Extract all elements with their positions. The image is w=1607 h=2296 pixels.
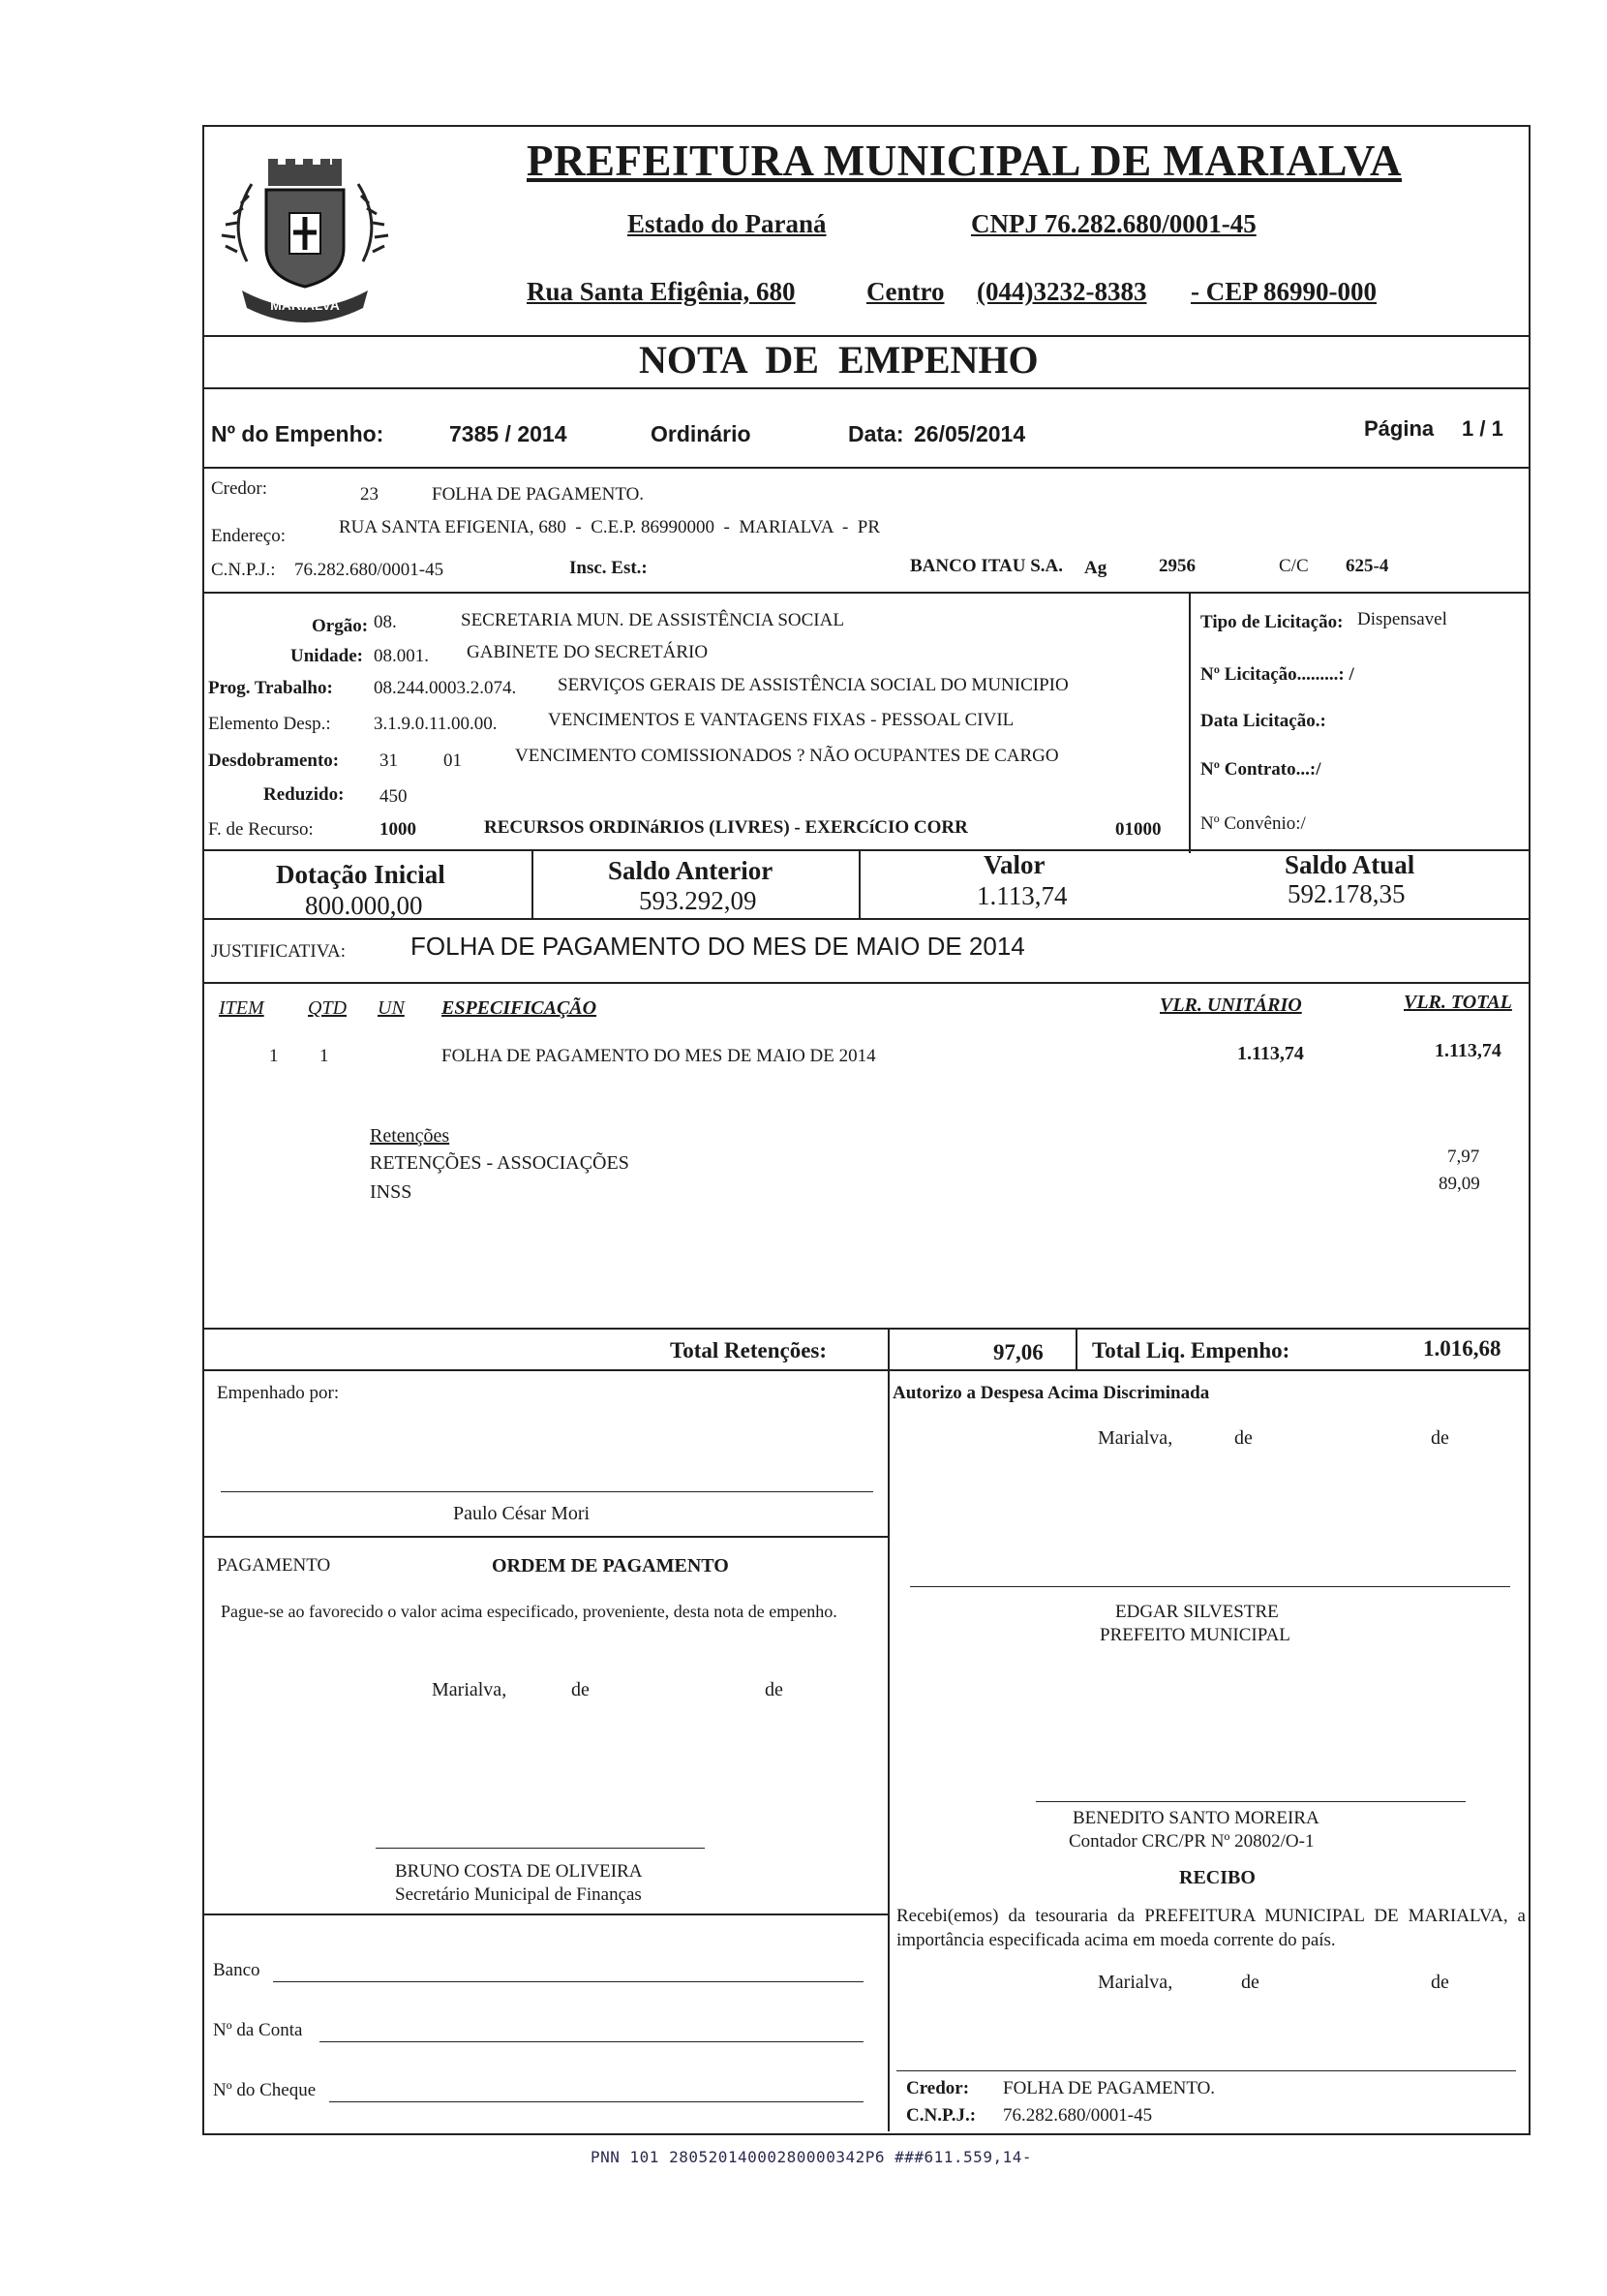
coat-of-arms-logo (208, 145, 402, 339)
contador-nome: BENEDITO SANTO MOREIRA (1073, 1808, 1319, 1828)
cheque-label: Nº do Cheque (213, 2080, 317, 2100)
saldo-atual-value: 592.178,35 (1288, 879, 1406, 908)
elemento-label: Elemento Desp.: (208, 714, 331, 734)
retencao-associacoes-value: 7,97 (1447, 1147, 1480, 1167)
total-retencoes-value: 97,06 (993, 1340, 1044, 1364)
empenho-label: Nº do Empenho: (211, 421, 384, 446)
desdobramento-label: Desdobramento: (208, 750, 340, 771)
saldo-anterior-label: Saldo Anterior (608, 856, 773, 885)
prog-name: SERVIÇOS GERAIS DE ASSISTÊNCIA SOCIAL DO MUNICIPIO (558, 675, 1069, 695)
valor-value: 1.113,74 (977, 881, 1068, 910)
col-item: ITEM (219, 997, 264, 1019)
prefeito-nome: EDGAR SILVESTRE (1115, 1602, 1279, 1622)
col-especificacao: ESPECIFICAÇÃO (441, 997, 597, 1019)
district-header: Centro (866, 277, 945, 306)
item-number: 1 (269, 1046, 279, 1066)
page-label: Página (1364, 416, 1435, 441)
dotacao-value: 800.000,00 (305, 891, 423, 920)
desdobramento-name: VENCIMENTO COMISSIONADOS ? NÃO OCUPANTES DE CARGO (515, 746, 1059, 766)
justificativa-label: JUSTIFICATIVA: (211, 941, 347, 962)
empenho-number: 7385 / 2014 (449, 421, 567, 446)
recurso-code: 1000 (379, 819, 416, 840)
svg-text:MARIALVA: MARIALVA (270, 297, 340, 313)
credor-label: Credor: (211, 478, 268, 499)
empenhado-por-label: Empenhado por: (217, 1383, 340, 1403)
prefeitura-title: PREFEITURA MUNICIPAL DE MARIALVA (527, 137, 1403, 185)
empenhado-por-nome: Paulo César Mori (453, 1503, 591, 1524)
orgao-code: 08. (374, 612, 397, 632)
total-liquido-value: 1.016,68 (1423, 1336, 1501, 1361)
data-licitacao: Data Licitação.: (1200, 711, 1326, 731)
empenho-date: 26/05/2014 (914, 421, 1026, 446)
ordem-pagamento-text: Pague-se ao favorecido o valor acima especificado, proveniente, desta nota de empenho. (221, 1602, 837, 1621)
recibo-credor: FOLHA DE PAGAMENTO. (1003, 2078, 1216, 2098)
unidade-name: GABINETE DO SECRETÁRIO (467, 642, 709, 662)
agency-number: 2956 (1159, 556, 1196, 576)
address-header: Rua Santa Efigênia, 680 (527, 277, 796, 306)
empenho-type: Ordinário (651, 421, 751, 446)
cep-header: - CEP 86990-000 (1191, 277, 1377, 306)
bank-name: BANCO ITAU S.A. (910, 556, 1064, 576)
valor-label: Valor (984, 850, 1046, 879)
ordem-pagamento-label: ORDEM DE PAGAMENTO (492, 1555, 729, 1577)
retencao-associacoes: RETENÇÕES - ASSOCIAÇÕES (370, 1152, 629, 1174)
unidade-label: Unidade: (290, 646, 363, 666)
agency-label: Ag (1084, 558, 1107, 578)
numero-licitacao: Nº Licitação.........: / (1200, 664, 1354, 685)
recurso-code2: 01000 (1115, 819, 1162, 840)
ordem-de1: de (571, 1679, 590, 1700)
item-vlr-unitario: 1.113,74 (1237, 1043, 1304, 1064)
col-vlr-total: VLR. TOTAL (1404, 992, 1512, 1013)
credor-cnpj-label: C.N.P.J.: (211, 560, 276, 580)
recibo-credor-label: Credor: (906, 2078, 970, 2098)
reduzido-label: Reduzido: (263, 784, 345, 805)
insc-label: Insc. Est.: (569, 558, 648, 578)
recibo-title: RECIBO (1179, 1867, 1256, 1888)
recibo-cnpj: 76.282.680/0001-45 (1003, 2105, 1153, 2126)
banco-label: Banco (213, 1960, 260, 1980)
numero-contrato: Nº Contrato...:/ (1200, 759, 1321, 780)
footer-validation-code: PNN 101 28052014000280000342P6 ###611.559,14- (591, 2148, 1032, 2166)
recibo-local: Marialva, (1098, 1972, 1173, 1993)
autorizo-de1: de (1234, 1427, 1253, 1449)
contador-cargo: Contador CRC/PR Nº 20802/O-1 (1069, 1831, 1315, 1852)
item-especificacao: FOLHA DE PAGAMENTO DO MES DE MAIO DE 2014 (441, 1046, 876, 1066)
recibo-cnpj-label: C.N.P.J.: (906, 2105, 977, 2126)
phone-header: (044)3232-8383 (977, 277, 1147, 306)
secretario-nome: BRUNO COSTA DE OLIVEIRA (395, 1861, 643, 1882)
col-un: UN (378, 997, 405, 1019)
unidade-code: 08.001. (374, 646, 429, 666)
col-qtd: QTD (308, 997, 348, 1019)
secretario-cargo: Secretário Municipal de Finanças (395, 1884, 642, 1905)
autorizo-label: Autorizo a Despesa Acima Discriminada (893, 1383, 1210, 1403)
justificativa-text: FOLHA DE PAGAMENTO DO MES DE MAIO DE 2014 (410, 932, 1025, 961)
state-label: Estado do Paraná (627, 209, 827, 238)
pagamento-label: PAGAMENTO (217, 1555, 331, 1576)
date-label: Data: (848, 421, 904, 446)
total-liquido-label: Total Liq. Empenho: (1092, 1338, 1290, 1362)
total-retencoes-label: Total Retenções: (670, 1338, 828, 1362)
retencao-inss-value: 89,09 (1439, 1174, 1480, 1194)
elemento-code: 3.1.9.0.11.00.00. (374, 714, 498, 734)
item-qtd: 1 (319, 1046, 329, 1066)
ordem-local: Marialva, (432, 1679, 507, 1700)
saldo-anterior-value: 593.292,09 (639, 886, 757, 915)
account-label: C/C (1279, 556, 1309, 576)
credor-address: RUA SANTA EFIGENIA, 680 - C.E.P. 86990000 - MARIALVA - PR (339, 517, 881, 537)
retencao-inss: INSS (370, 1181, 412, 1203)
desdobramento-code1: 31 (379, 750, 398, 771)
credor-name: FOLHA DE PAGAMENTO. (432, 484, 645, 505)
account-number: 625-4 (1346, 556, 1389, 576)
prefeito-cargo: PREFEITO MUNICIPAL (1100, 1625, 1290, 1645)
document-title: NOTA DE EMPENHO (639, 338, 1039, 382)
recibo-de1: de (1241, 1972, 1259, 1993)
page-number: 1 / 1 (1462, 416, 1503, 441)
numero-convenio: Nº Convênio:/ (1200, 813, 1306, 834)
prog-label: Prog. Trabalho: (208, 678, 333, 698)
recurso-name: RECURSOS ORDINáRIOS (LIVRES) - EXERCíCIO CORR (484, 817, 968, 838)
saldo-atual-label: Saldo Atual (1285, 850, 1415, 879)
prog-code: 08.244.0003.2.074. (374, 678, 517, 698)
reduzido-value: 450 (379, 786, 408, 807)
cnpj-header: CNPJ 76.282.680/0001-45 (971, 209, 1257, 238)
dotacao-label: Dotação Inicial (276, 860, 445, 889)
recibo-text: Recebi(emos) da tesouraria da PREFEITURA MUNICIPAL DE MARIALVA, a importância especificada acima em moeda corrente do país. (896, 1906, 1526, 1950)
credor-code: 23 (360, 484, 379, 505)
tipo-licitacao-label: Tipo de Licitação: (1200, 612, 1344, 632)
conta-label: Nº da Conta (213, 2020, 303, 2040)
elemento-name: VENCIMENTOS E VANTAGENS FIXAS - PESSOAL CIVIL (548, 710, 1015, 730)
desdobramento-code2: 01 (443, 750, 462, 771)
recibo-de2: de (1431, 1972, 1449, 1993)
address-label: Endereço: (211, 526, 287, 546)
credor-cnpj: 76.282.680/0001-45 (294, 560, 444, 580)
col-vlr-unitario: VLR. UNITÁRIO (1160, 995, 1302, 1016)
recurso-label: F. de Recurso: (208, 819, 314, 840)
orgao-name: SECRETARIA MUN. DE ASSISTÊNCIA SOCIAL (461, 610, 844, 630)
ordem-de2: de (765, 1679, 783, 1700)
autorizo-de2: de (1431, 1427, 1449, 1449)
item-vlr-total: 1.113,74 (1435, 1040, 1501, 1061)
retencoes-title: Retenções (370, 1125, 450, 1147)
tipo-licitacao: Dispensavel (1357, 609, 1447, 629)
orgao-label: Orgão: (312, 616, 369, 636)
autorizo-local: Marialva, (1098, 1427, 1173, 1449)
